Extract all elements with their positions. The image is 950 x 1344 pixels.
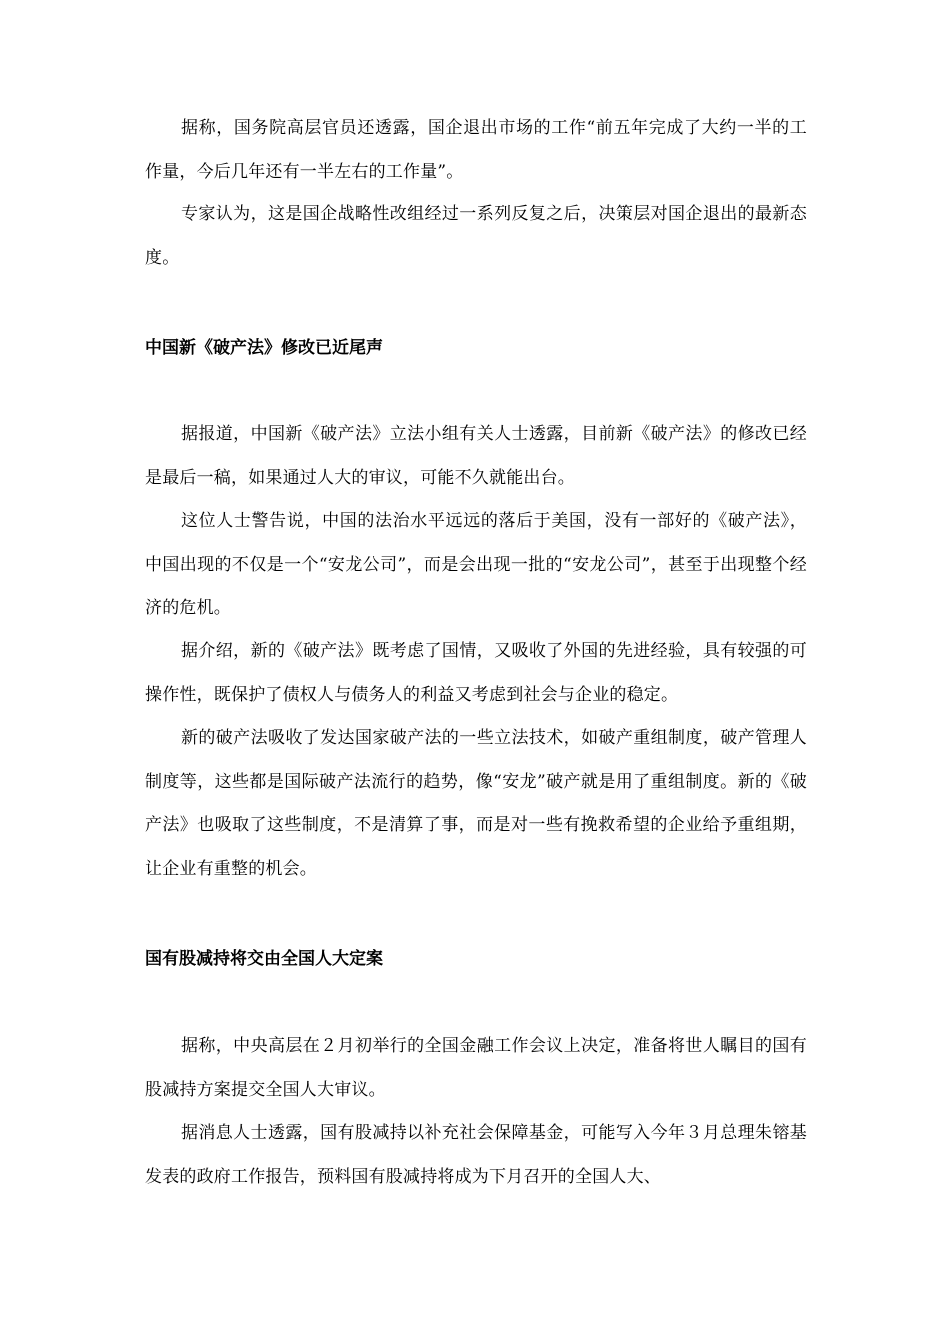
paragraph-expert-opinion: 专家认为，这是国企战略性改组经过一系列反复之后，决策层对国企退出的最新态度。 [145,204,807,268]
paragraph-bankruptcy-reorganization: 新的破产法吸收了发达国家破产法的一些立法技术，如破产重组制度，破产管理人制度等，这些都是国际破产法流行的趋势，像“安龙”破产就是用了重组制度。新的《破产法》也吸取了这些制度，不是清算了事，而是对一些有挽救希望的企业给予重组期，让企业有重整的机会。 [145,728,807,879]
paragraph-bankruptcy-introduction: 据介绍，新的《破产法》既考虑了国情，又吸收了外国的先进经验，具有较强的可操作性，既保护了债权人与债务人的利益又考虑到社会与企业的稳定。 [145,641,807,705]
paragraph-share-reduction-report: 据消息人士透露，国有股减持以补充社会保障基金，可能写入今年３月总理朱镕基发表的政府工作报告，预料国有股减持将成为下月召开的全国人大、 [145,1123,807,1187]
paragraph-share-reduction-decision: 据称，中央高层在２月初举行的全国金融工作会议上决定，准备将世人瞩目的国有股减持方案提交全国人大审议。 [145,1036,807,1100]
paragraph-soe-exit-progress: 据称，国务院高层官员还透露，国企退出市场的工作“前五年完成了大约一半的工作量，今后几年还有一半左右的工作量”。 [145,118,807,182]
paragraph-bankruptcy-law-draft: 据报道，中国新《破产法》立法小组有关人士透露，目前新《破产法》的修改已经是最后一稿，如果通过人大的审议，可能不久就能出台。 [145,424,807,488]
heading-state-share-reduction: 国有股减持将交由全国人大定案 [145,949,383,969]
heading-bankruptcy-law: 中国新《破产法》修改已近尾声 [145,338,383,358]
paragraph-bankruptcy-warning: 这位人士警告说，中国的法治水平远远的落后于美国，没有一部好的《破产法》，中国出现的不仅是一个“安龙公司”，而是会出现一批的“安龙公司”，甚至于出现整个经济的危机。 [145,511,807,618]
